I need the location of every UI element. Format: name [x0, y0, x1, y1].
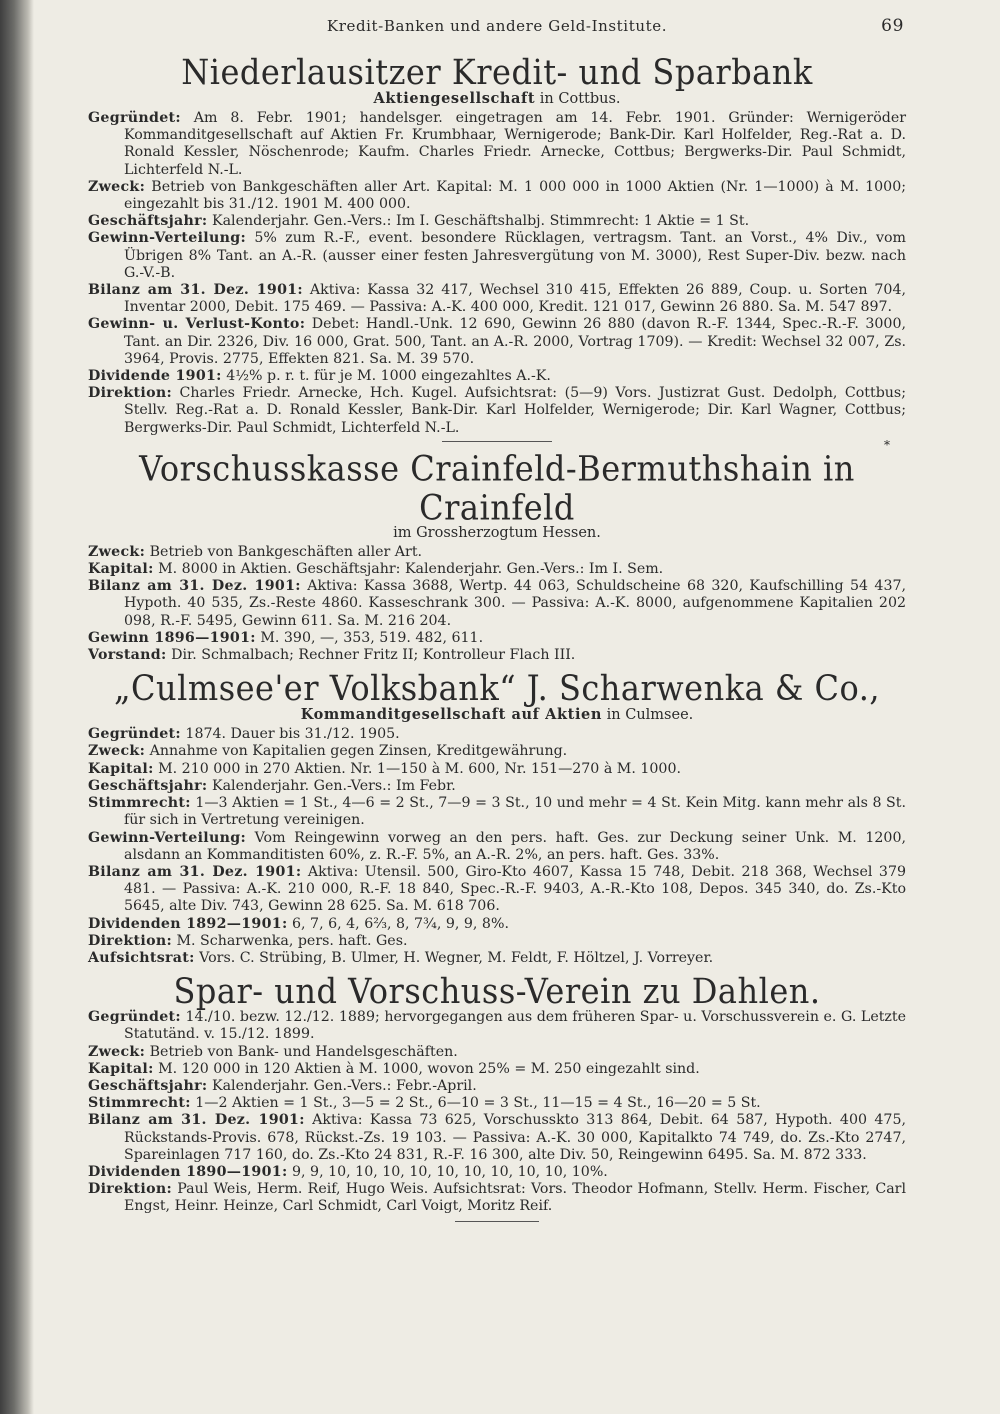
field-profit-distribution: Gewinn-Verteilung: 5% zum R.-F., event. besondere Rücklagen, vertragsm. Tant. an Vorst., 4% Div., vom Übrigen 8% Tant. an A.-R. (ausser einer festen Jahresvergütung von M. 3000), Rest Super-Div. bezw. nach G.-V.-B. [88, 230, 906, 281]
entry-title: Niederlausitzer Kredit- und Sparbank [181, 51, 813, 93]
field-profit-history: Gewinn 1896—1901: M. 390, —, 353, 519. 482, 611. [88, 629, 484, 646]
entry-title: „Culmsee'er Volksbank“ J. Scharwenka & Co., [113, 667, 881, 709]
entry-title: Vorschusskasse Crainfeld-Bermuthshain in Crainfeld [139, 447, 855, 528]
field-fiscal-year: Geschäftsjahr: Kalenderjahr. Gen.-Vers.: Febr.-April. [88, 1077, 477, 1094]
entry-separator [88, 437, 906, 452]
field-capital: Kapital: M. 120 000 in 120 Aktien à M. 1000, wovon 25% = M. 250 eingezahlt sind. [88, 1060, 700, 1077]
field-founded: Gegründet: 14./10. bezw. 12./12. 1889; hervorgegangen aus dem früheren Spar- u. Vorschussverein e. G. Letzte Statutänd. v. 15./12. 1899. [88, 1009, 906, 1043]
entry-subtitle [88, 706, 906, 724]
entry-subtitle-location: in Culmsee. [606, 707, 694, 724]
field-dividends: Dividenden 1890—1901: 9, 9, 10, 10, 10, 10, 10, 10, 10, 10, 10, 10%. [88, 1163, 608, 1180]
field-board: Vorstand: Dir. Schmalbach; Rechner Fritz II; Kontrolleur Flach III. [88, 647, 576, 664]
field-dividend: Dividende 1901: 4½% p. r. t. für je M. 1000 eingezahltes A.-K. [88, 368, 551, 385]
page-number: 69 [881, 16, 904, 36]
field-profit-distribution: Gewinn-Verteilung: Vom Reingewinn vorweg an den pers. haft. Ges. zur Deckung seiner Unk. M. 1200, alsdann an Kommanditisten 60%, z. R.-F. 5%, an A.-R. 2%, an pers. haft. Ges. 33%. [88, 829, 906, 863]
entry-subtitle-location: in Cottbus. [539, 91, 621, 107]
field-voting-rights: Stimmrecht: 1—3 Aktien = 1 St., 4—6 = 2 St., 7—9 = 3 St., 10 und mehr = 4 St. Kein Mitg. kann mehr als 8 St. für sich in Vertretung vereinigen. [88, 795, 906, 829]
field-management: Direktion: Paul Weis, Herm. Reif, Hugo Weis. Aufsichtsrat: Vors. Theodor Hofmann, Stellv. Herm. Fischer, Carl Engst, Heinr. Heinze, Carl Schmidt, Carl Voigt, Moritz Reif. [88, 1181, 907, 1215]
entry-subtitle-company-form: Aktiengesellschaft [373, 90, 536, 107]
book-binding-edge [0, 0, 34, 1414]
running-head-title: Kredit-Banken und andere Geld-Institute. [326, 17, 668, 35]
entry-title: Spar- und Vorschuss-Verein zu Dahlen. [173, 970, 821, 1012]
field-fiscal-year: Geschäftsjahr: Kalenderjahr. Gen.-Vers.: Im Febr. [88, 777, 456, 794]
entry-subtitle-location: im Grossherzogtum Hessen. [393, 524, 601, 541]
field-balance-sheet: Bilanz am 31. Dez. 1901: Aktiva: Utensil. 500, Giro-Kto 4607, Kassa 15 748, Debit. 218 368, Wechsel 379 481. — Passiva: A.-K. 210 000, R.-F. 18 840, Spec.-R.-F. 9403, A.-R.-Kto 108, Depos. 345 340, do. Zs.-Kto 5645, alte Div. 743, Gewinn 28 625. Sa. M. 618 706. [88, 863, 907, 915]
entry-spar-und-vorschuss-verein-dahlen [88, 970, 907, 1221]
entry-subtitle [88, 90, 906, 108]
field-profit-loss-account: Gewinn- u. Verlust-Konto: Debet: Handl.-Unk. 12 690, Gewinn 26 880 (davon R.-F. 1344, Spec.-R.-F. 3000, Tant. an Dir. 2326, Div. 16 000, Grat. 500, Tant. an A.-R. 2000, Vortrag 1709). — Kredit: Wechsel 32 007, Zs. 3964, Provis. 2775, Effekten 821. Sa. M. 39 570. [88, 316, 906, 367]
separator-rule [442, 441, 552, 442]
entry-vorschusskasse-crainfeld [88, 447, 907, 664]
field-management: Direktion: Charles Friedr. Arnecke, Hch. Kugel. Aufsichtsrat: (5—9) Vors. Justizrat Gust. Dedolph, Cottbus; Stellv. Reg.-Rat a. D. Ronald Kessler, Bank-Dir. Karl Holfelder, Wernigerode; Dir. Karl Wagner, Cottbus; Bergwerks-Dir. Paul Schmidt, Lichterfeld N.-L. [88, 385, 906, 436]
entry-niederlausitzer-kredit-und-sparbank [88, 51, 907, 452]
field-purpose: Zweck: Betrieb von Bankgeschäften aller Art. Kapital: M. 1 000 000 in 1000 Aktien (Nr. 1—1000) à M. 1000; eingezahlt bis 31./12. 1901 M. 400 000. [88, 178, 907, 213]
field-fiscal-year: Geschäftsjahr: Kalenderjahr. Gen.-Vers.: Im I. Geschäftshalbj. Stimmrecht: 1 Aktie = 1 St. [88, 213, 750, 230]
running-head [88, 14, 906, 48]
field-purpose: Zweck: Betrieb von Bank- und Handelsgeschäften. [88, 1043, 458, 1060]
field-balance-sheet: Bilanz am 31. Dez. 1901: Aktiva: Kassa 32 417, Wechsel 310 415, Effekten 26 889, Coup. u. Sorten 704, Inventar 2000, Debit. 175 469. — Passiva: A.-K. 400 000, Kredit. 121 017, Gewinn 26 880. Sa. M. 547 897. [88, 282, 906, 316]
field-management: Direktion: M. Scharwenka, pers. haft. Ges. [88, 932, 408, 949]
field-supervisory-board: Aufsichtsrat: Vors. C. Strübing, B. Ulmer, H. Wegner, M. Feldt, F. Höltzel, J. Vorreyer. [88, 949, 714, 966]
entry-culmseeer-volksbank [88, 667, 907, 967]
field-voting-rights: Stimmrecht: 1—2 Aktien = 1 St., 3—5 = 2 St., 6—10 = 3 St., 11—15 = 4 St., 16—20 = 5 St. [88, 1095, 761, 1112]
field-dividends: Dividenden 1892—1901: 6, 7, 6, 4, 6⅔, 8, 7¾, 9, 9, 8%. [88, 915, 509, 932]
field-balance-sheet: Bilanz am 31. Dez. 1901: Aktiva: Kassa 3688, Wertp. 44 063, Schuldscheine 68 320, Kaufschilling 54 437, Hypoth. 40 535, Zs.-Reste 4860. Kasseschrank 300. — Passiva: A.-K. 8000, aufgenommene Kapitalien 202 098, R.-F. 5495, Gewinn 611. Sa. M. 216 204. [88, 578, 907, 629]
field-founded: Gegründet: 1874. Dauer bis 31./12. 1905. [88, 726, 400, 743]
separator-asterisk: * [884, 437, 890, 452]
field-purpose: Zweck: Betrieb von Bankgeschäften aller Art. [88, 543, 423, 560]
field-capital: Kapital: M. 8000 in Aktien. Geschäftsjahr: Kalenderjahr. Gen.-Vers.: Im I. Sem. [88, 561, 664, 578]
book-page [88, 14, 906, 1228]
entry-subtitle-company-form: Kommanditgesellschaft auf Aktien [300, 706, 603, 724]
field-founded: Gegründet: Am 8. Febr. 1901; handelsger. eingetragen am 14. Febr. 1901. Gründer: Wernigeröder Kommanditgesellschaft auf Aktien Fr. Krumbhaar, Wernigerode; Bank-Dir. Karl Holfelder, Reg.-Rat a. D. Ronald Kessler, Nöschenrode; Kaufm. Charles Friedr. Arnecke, Cottbus; Bergwerks-Dir. Paul Schmidt, Lichterfeld N.-L. [88, 110, 906, 178]
closing-rule [455, 1221, 539, 1222]
field-capital: Kapital: M. 210 000 in 270 Aktien. Nr. 1—150 à M. 600, Nr. 151—270 à M. 1000. [88, 760, 681, 777]
field-purpose: Zweck: Annahme von Kapitalien gegen Zinsen, Kreditgewährung. [88, 743, 568, 760]
field-balance-sheet: Bilanz am 31. Dez. 1901: Aktiva: Kassa 73 625, Vorschusskto 313 864, Debit. 64 587, Hypoth. 400 475, Rückstands-Provis. 678, Rückst.-Zs. 19 103. — Passiva: A.-K. 30 000, Kapitalkto 74 749, do. Zs.-Kto 2747, Spareinlagen 717 160, do. Zs.-Kto 24 831, R.-F. 16 300, alte Div. 50, Reingewinn 6495. Sa. M. 872 333. [88, 1112, 906, 1163]
